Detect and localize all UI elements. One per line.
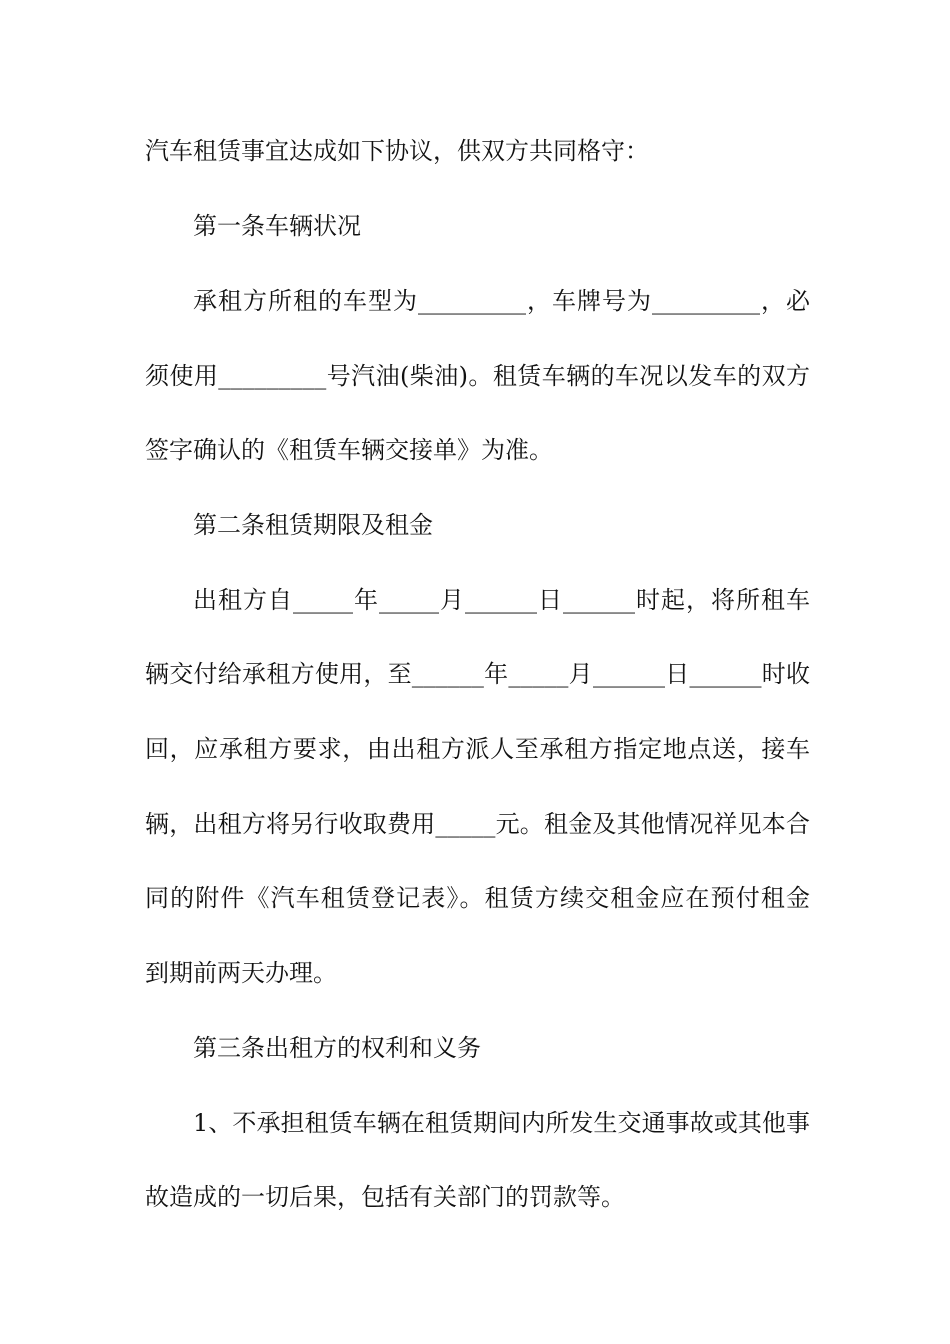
article-heading: 第一条车辆状况	[193, 212, 361, 240]
paragraph-line: 承租方所租的车型为_________，车牌号为_________，必	[193, 287, 810, 315]
paragraph-line: 出租方自_____年_____月______日______时起，将所租车	[193, 586, 810, 614]
paragraph-line: 1、不承担租赁车辆在租赁期间内所发生交通事故或其他事	[193, 1109, 810, 1137]
paragraph-line: 回，应承租方要求，由出租方派人至承租方指定地点送，接车	[145, 735, 810, 763]
paragraph-line: 辆，出租方将另行收取费用_____元。租金及其他情况祥见本合	[145, 810, 810, 838]
paragraph-line: 到期前两天办理。	[145, 959, 337, 987]
paragraph-line: 同的附件《汽车租赁登记表》。租赁方续交租金应在预付租金	[145, 884, 810, 912]
article-heading: 第二条租赁期限及租金	[193, 511, 433, 539]
paragraph-line: 辆交付给承租方使用，至______年_____月______日______时收	[145, 660, 810, 688]
paragraph-line: 汽车租赁事宜达成如下协议，供双方共同格守：	[145, 137, 649, 165]
paragraph-line: 签字确认的《租赁车辆交接单》为准。	[145, 436, 553, 464]
paragraph-line: 须使用_________号汽油(柴油)。租赁车辆的车况以发车的双方	[145, 362, 810, 390]
article-heading: 第三条出租方的权利和义务	[193, 1034, 481, 1062]
paragraph-line: 故造成的一切后果，包括有关部门的罚款等。	[145, 1183, 625, 1211]
